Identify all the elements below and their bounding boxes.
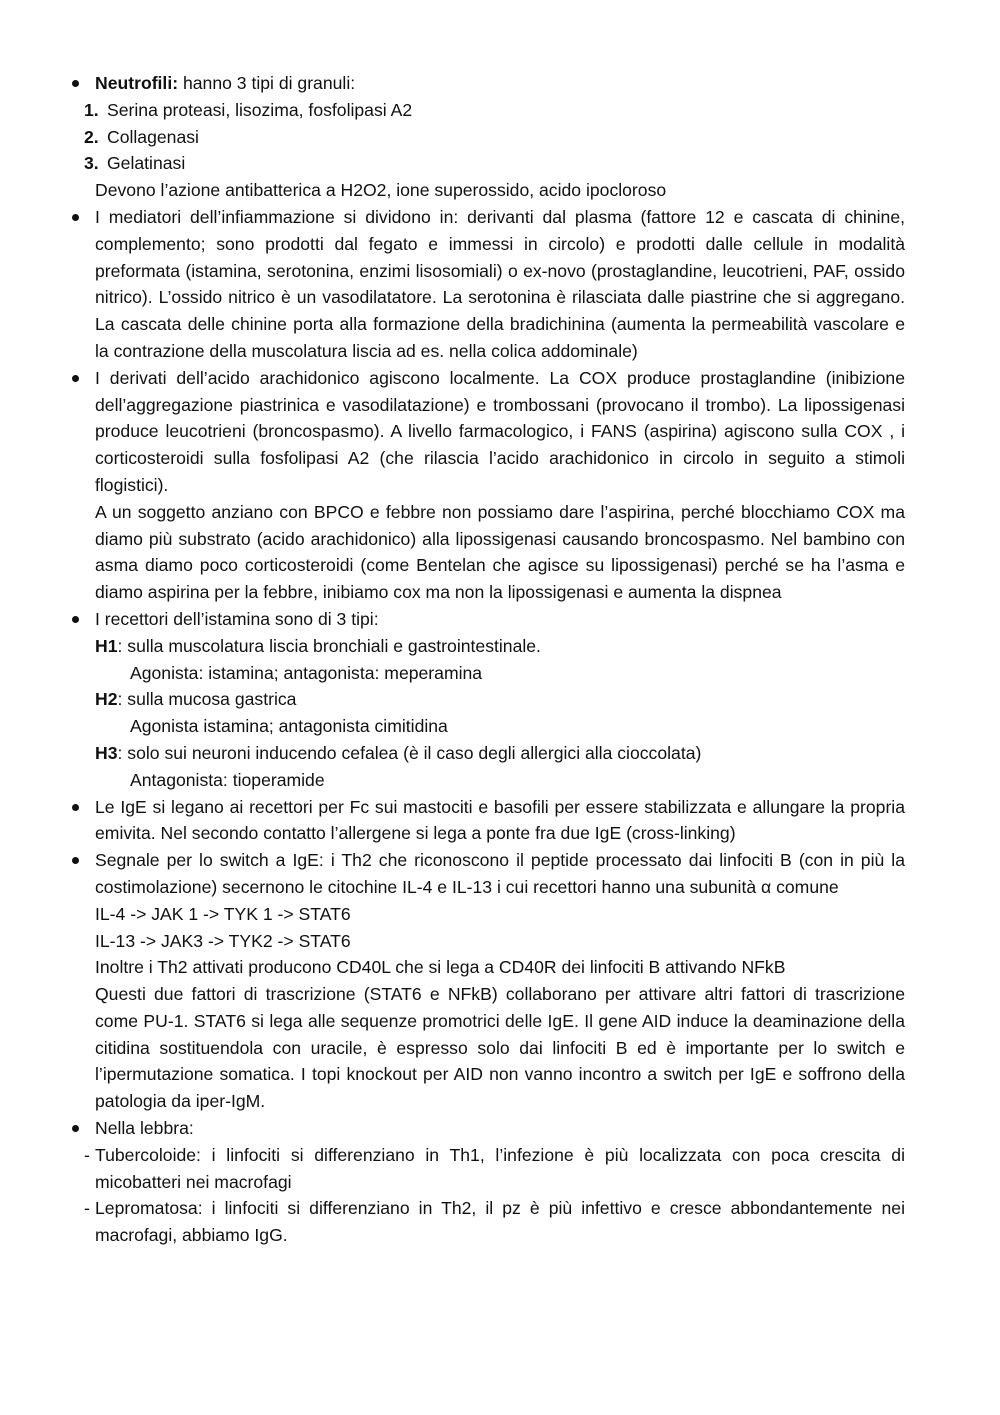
receptor-text: : solo sui neuroni inducendo cefalea (è il caso degli allergici alla cioccolata) [117, 742, 702, 763]
bullet-dot [72, 375, 79, 382]
receptor-text: : sulla mucosa gastrica [117, 689, 297, 710]
item-number: 2. [84, 126, 99, 147]
istamina-intro: I recettori dell’istamina sono di 3 tipi: [95, 608, 379, 629]
bullet-dot [72, 214, 79, 221]
receptor-h1-sub: Agonista: istamina; antagonista: meperamina [130, 662, 483, 683]
bullet-dot [72, 616, 79, 623]
dash-marker: - [84, 1198, 90, 1219]
receptor-h2 [70, 686, 905, 713]
bullet-dot [72, 1125, 79, 1132]
bullet-ige [70, 794, 905, 848]
numbered-item [70, 97, 905, 124]
bullet-dot [72, 857, 79, 864]
neutrofili-intro: hanno 3 tipi di granuli: [178, 73, 356, 93]
switch-paragraph-1: Segnale per lo switch a IgE: i Th2 che riconoscono il peptide processato dai linfociti B (con in più la costimolazione) secernono le citochine IL-4 e IL-13 i cui recettori hanno una subunità α comune [95, 850, 905, 897]
item-text: Serina proteasi, lisozima, fosfolipasi A2 [107, 99, 413, 120]
lebbra-item-text: Tubercoloide: i linfociti si differenziano in Th1, l’infezione è più localizzata con poca crescita di micobatteri nei macrofagi [95, 1144, 905, 1192]
lebbra-item-text: Lepromatosa: i linfociti si differenziano in Th2, il pz è più infettivo e cresce abbondantemente nei macrofagi, abbiamo IgG. [95, 1198, 905, 1246]
bullet-mediatori [70, 204, 905, 365]
switch-line-2: IL-13 -> JAK3 -> TYK2 -> STAT6 [95, 930, 351, 951]
lebbra-item [70, 1142, 905, 1196]
lebbra-intro: Nella lebbra: [95, 1118, 194, 1139]
numbered-item [70, 124, 905, 151]
receptor-h3-sub: Antagonista: tioperamide [130, 769, 325, 790]
item-text: Collagenasi [107, 126, 199, 147]
item-number: 3. [84, 153, 99, 174]
receptor-h2-sub: Agonista istamina; antagonista cimitidina [130, 716, 448, 737]
lebbra-item [70, 1195, 905, 1249]
mediatori-text: I mediatori dell’infiammazione si dividono in: derivanti dal plasma (fattore 12 e cascata di chinine, complemento; sono prodotti dal fegato e immessi in circolo) e prodotti dalle cellule in modalità preformata (istamina, serotonina, enzimi lisosomiali) o ex-novo (prostaglandine, leucotrieni, PAF, ossido nitrico). L’ossido nitrico è un vasodilatatore. La serotonina è rilasciata dalle piastrine che si aggregano. La cascata delle chinine porta alla formazione della bradichinina (aumenta la permeabilità vascolare e la contrazione della muscolatura liscia ad es. nella colica addominale) [95, 206, 905, 361]
numbered-item [70, 150, 905, 177]
switch-line-3: Inoltre i Th2 attivati producono CD40L che si lega a CD40R dei linfociti B attivando NFkB [95, 957, 786, 978]
bullet-neutrofili [70, 70, 905, 97]
receptor-text: : sulla muscolatura liscia bronchiali e gastrointestinale. [117, 635, 541, 656]
neutrofili-title: Neutrofili: [95, 73, 179, 93]
neutrofili-note: Devono l’azione antibatterica a H2O2, ione superossido, acido ipocloroso [95, 180, 667, 201]
item-text: Gelatinasi [107, 153, 186, 174]
ige-text: Le IgE si legano ai recettori per Fc sui mastociti e basofili per essere stabilizzata e allungare la propria emivita. Nel secondo contatto l’allergene si lega a ponte fra due IgE (cross-linking) [95, 796, 905, 844]
switch-paragraph-2: Questi due fattori di trascrizione (STAT6 e NFkB) collaborano per attivare altri fattori di trascrizione come PU-1. STAT6 si lega alle sequenze promotrici delle IgE. Il gene AID induce la deaminazione della citidina sostituendola con uracile, è espresso solo dai linfociti B ed è importante per lo switch e l’ipermutazione somatica. I topi knockout per AID non vanno incontro a switch per IgE e soffrono della patologia da iper-IgM. [95, 984, 905, 1112]
receptor-label: H3 [95, 742, 118, 763]
document-body [70, 70, 905, 1249]
dash-marker: - [84, 1144, 90, 1165]
bullet-arachidonico [70, 365, 905, 606]
bullet-istamina [70, 606, 905, 633]
arachidonico-paragraph-1: I derivati dell’acido arachidonico agiscono localmente. La COX produce prostaglandine (inibizione dell’aggregazione piastrinica e vasodilatazione) e trombossani (provocano il trombo). La lipossigenasi produce leucotrieni (broncospasmo). A livello farmacologico, i FANS (aspirina) agiscono sulla COX , i corticosteroidi sulla fosfolipasi A2 (che rilascia l’acido arachidonico in circolo in seguito a stimoli flogistici). [95, 367, 905, 495]
receptor-h1 [70, 633, 905, 660]
receptor-h3 [70, 740, 905, 767]
item-number: 1. [84, 99, 99, 120]
receptor-label: H2 [95, 689, 118, 710]
bullet-switch [70, 847, 905, 1115]
receptor-label: H1 [95, 635, 118, 656]
bullet-lebbra [70, 1115, 905, 1142]
switch-line-1: IL-4 -> JAK 1 -> TYK 1 -> STAT6 [95, 903, 351, 924]
arachidonico-paragraph-2: A un soggetto anziano con BPCO e febbre non possiamo dare l’aspirina, perché blocchiamo COX ma diamo più substrato (acido arachidonico) alla lipossigenasi causando broncospasmo. Nel bambino con asma diamo poco corticosteroidi (come Bentelan che agisce su lipossigenasi) perché se ha l’asma e diamo aspirina per la febbre, inibiamo cox ma non la lipossigenasi e aumenta la dispnea [95, 501, 905, 603]
bullet-dot [72, 80, 79, 87]
bullet-dot [72, 804, 79, 811]
